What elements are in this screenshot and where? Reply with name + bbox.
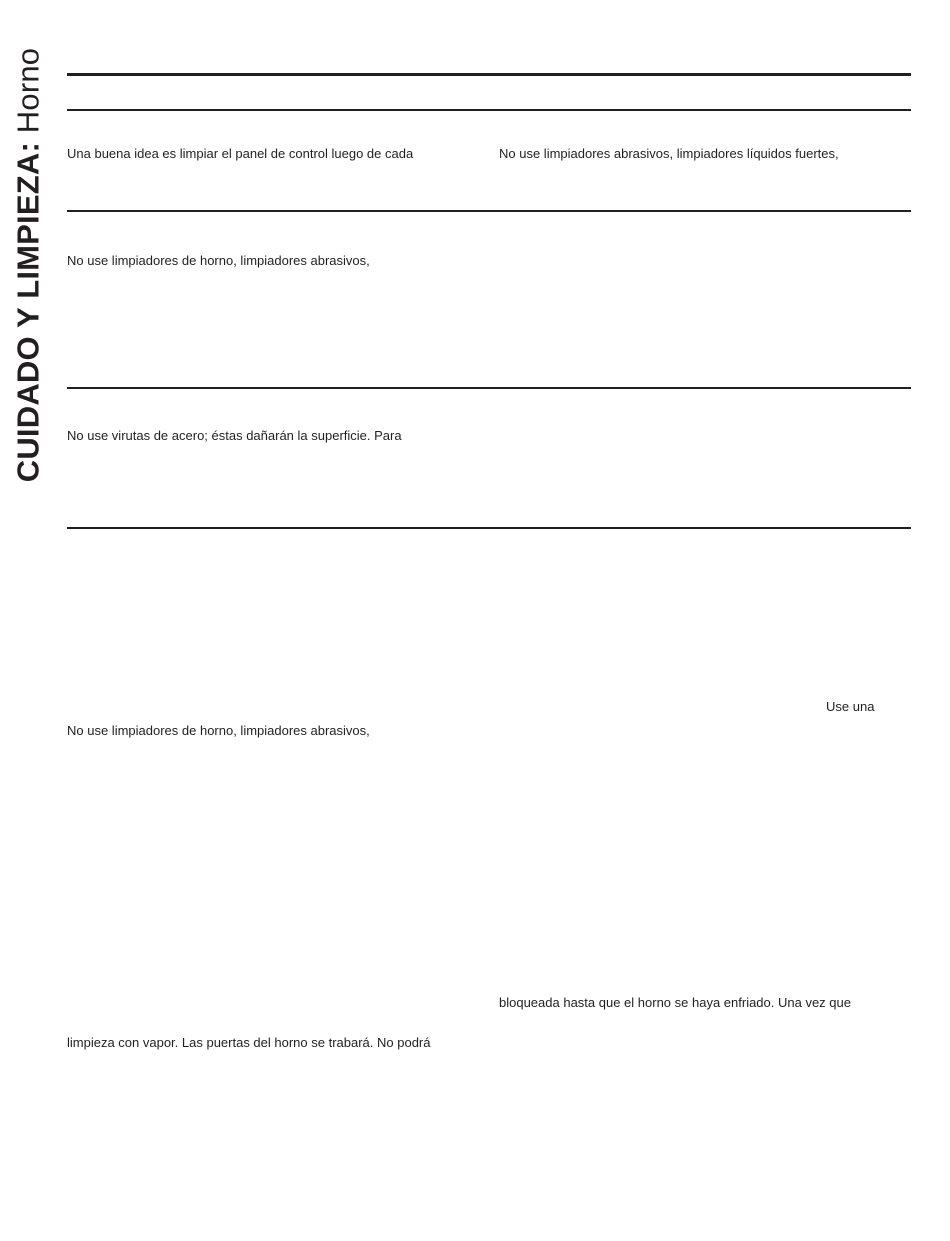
divider [67,387,911,389]
interior-text-left: No use limpiadores de horno, limpiadores abrasivos, [67,723,370,738]
section-title-sub: Horno [10,47,46,134]
divider [67,527,911,529]
top-divider [67,73,911,76]
right-column-text: Use una [826,699,875,714]
stainless-text-left: No use virutas de acero; éstas dañarán la superficie. Para [67,428,402,443]
steam-clean-text-left: limpieza con vapor. Las puertas del horno se trabará. No podrá [67,1035,431,1050]
section-title-main: CUIDADO Y LIMPIEZA: [10,142,46,483]
control-panel-text-left: Una buena idea es limpiar el panel de control luego de cada [67,146,414,161]
divider [67,210,911,212]
steam-clean-text-right: bloqueada hasta que el horno se haya enfriado. Una vez que [499,995,851,1010]
section-title [10,47,46,483]
control-panel-text-right: No use limpiadores abrasivos, limpiadores líquidos fuertes, [499,146,839,161]
exterior-text-left: No use limpiadores de horno, limpiadores abrasivos, [67,253,370,268]
divider [67,109,911,111]
